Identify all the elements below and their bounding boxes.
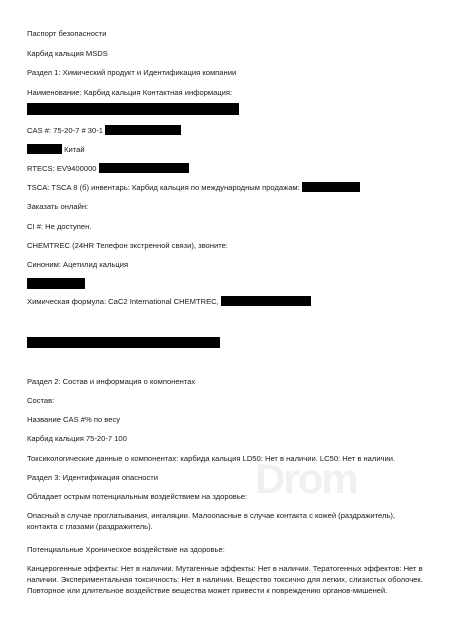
synonym-line: Синоним: Ацетилид кальция bbox=[27, 260, 129, 269]
formula-line bbox=[27, 297, 311, 307]
redaction-bar bbox=[27, 144, 62, 154]
redaction-bar bbox=[27, 337, 220, 348]
composition-header: Название CAS #% по весу bbox=[27, 415, 121, 424]
ci-line: CI #: Не доступен. bbox=[27, 222, 92, 231]
toxicology-line: Токсикологические данные о компонентах: карбида кальция LD50: Нет в наличии. LC50: Нет в наличии. bbox=[27, 454, 396, 463]
section-2-heading: Раздел 2: Состав и информация о компонентах bbox=[27, 377, 196, 386]
redaction-bar bbox=[99, 163, 189, 173]
chemtrec-line: CHEMTREC (24HR Телефон экстренной связи), звоните: bbox=[27, 241, 228, 250]
country-text: Китай bbox=[64, 145, 85, 154]
order-online-line: Заказать онлайн: bbox=[27, 202, 89, 211]
country-line bbox=[27, 145, 85, 155]
redaction-bar bbox=[105, 125, 181, 135]
acute-effects-text: Опасный в случае проглатывания, ингаляции. Малоопасные в случае контакта с кожей (раздражитель), контакта с глазами (раздражитель). bbox=[27, 511, 395, 531]
acute-effects-heading: Обладает острым потенциальным воздействием на здоровье: bbox=[27, 492, 248, 501]
chronic-effects-heading: Потенциальные Хроническое воздействие на здоровье: bbox=[27, 545, 225, 554]
redaction-bar bbox=[27, 103, 239, 115]
section-1-heading: Раздел 1: Химический продукт и Идентификация компании bbox=[27, 68, 237, 77]
formula-text: Химическая формула: CaC2 International CHEMTREC, bbox=[27, 297, 219, 306]
tsca-text: TSCA: TSCA 8 (б) инвентарь: Карбид кальция по международным продажам: bbox=[27, 183, 300, 192]
cas-line bbox=[27, 126, 181, 136]
rtecs-line bbox=[27, 164, 189, 174]
composition-row: Карбид кальция 75-20-7 100 bbox=[27, 434, 127, 443]
chronic-effects-text: Канцерогенные эффекты: Нет в наличии. Мутагенные эффекты: Нет в наличии. Тератогенных эффектов: Нет в наличии. Экспериментальная токсичность: Нет в наличии. Вещество токсично для легких, слизистых оболочек. Повторное или длительное воздействие вещества может привести к повреждению органов-мишеней. bbox=[27, 564, 423, 595]
product-name-line: Наименование: Карбид кальция Контактная информация: bbox=[27, 88, 233, 97]
redaction-bar bbox=[302, 182, 360, 192]
cas-text: CAS #: 75-20-7 # 30-1 bbox=[27, 126, 103, 135]
redaction-bar bbox=[221, 296, 311, 306]
section-3-heading: Раздел 3: Идентификация опасности bbox=[27, 473, 158, 482]
doc-title: Паспорт безопасности bbox=[27, 29, 107, 38]
watermark: Drom bbox=[255, 455, 357, 502]
tsca-line bbox=[27, 183, 360, 193]
rtecs-text: RTECS: EV9400000 bbox=[27, 164, 97, 173]
redaction-bar bbox=[27, 278, 85, 289]
doc-subtitle: Карбид кальция MSDS bbox=[27, 49, 108, 58]
composition-label: Состав: bbox=[27, 396, 55, 405]
